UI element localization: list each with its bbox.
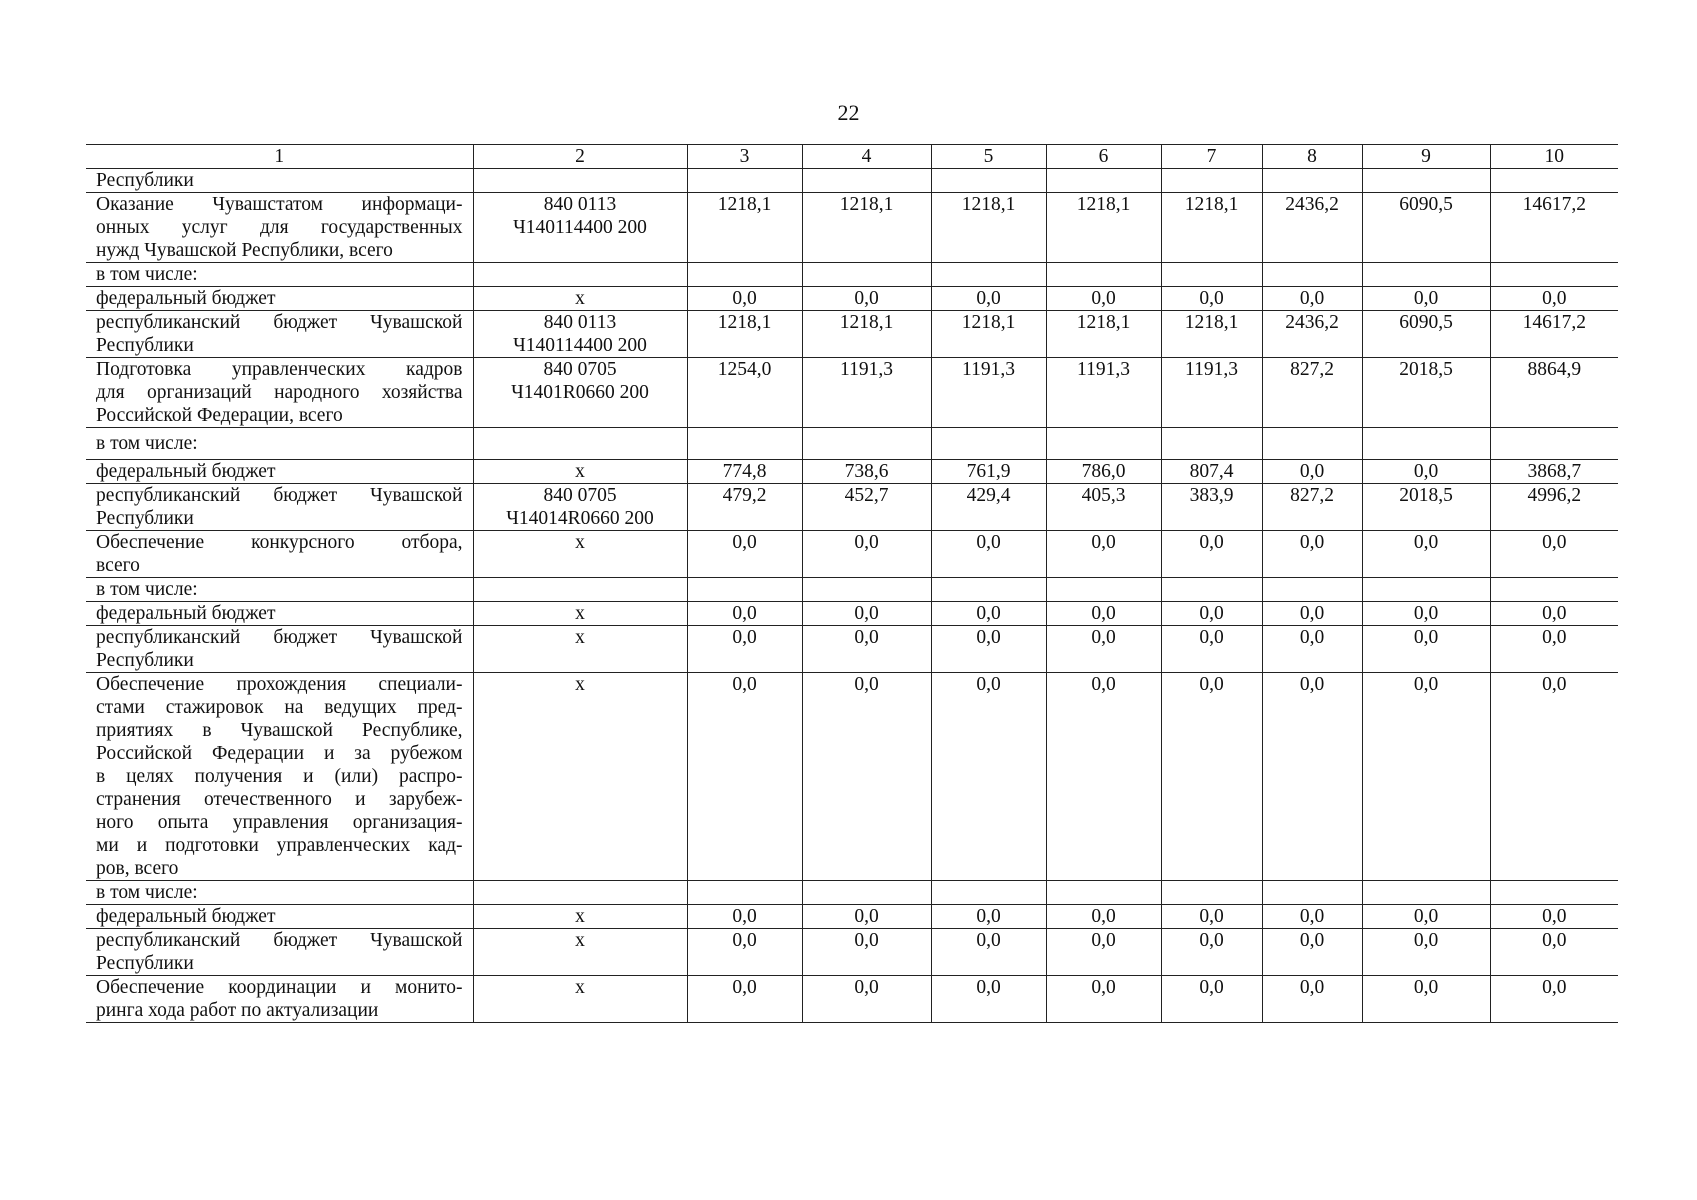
value-cell: 0,0 bbox=[1046, 626, 1161, 673]
budget-code-cell bbox=[473, 311, 687, 358]
value-cell: 2018,5 bbox=[1362, 484, 1490, 531]
value-cell bbox=[1362, 881, 1490, 905]
value-cell: 14617,2 bbox=[1490, 193, 1618, 263]
value-cell: 0,0 bbox=[802, 929, 931, 976]
value-cell bbox=[931, 428, 1046, 460]
row-name-line: ров, всего bbox=[96, 858, 179, 879]
table-row bbox=[86, 484, 1618, 531]
table-row bbox=[86, 881, 1618, 905]
value-cell: 0,0 bbox=[1161, 287, 1262, 311]
value-cell: 0,0 bbox=[1490, 287, 1618, 311]
value-cell: 738,6 bbox=[802, 460, 931, 484]
value-cell: 1218,1 bbox=[931, 311, 1046, 358]
value-cell: 0,0 bbox=[802, 976, 931, 1023]
row-name-line: в том числе: bbox=[96, 882, 198, 903]
value-cell: 0,0 bbox=[1046, 976, 1161, 1023]
row-name-line: для организаций народного хозяйства bbox=[96, 382, 463, 403]
budget-table bbox=[86, 144, 1618, 1023]
row-name-line: Республики bbox=[96, 650, 194, 671]
value-cell: 0,0 bbox=[1161, 531, 1262, 578]
table-row bbox=[86, 976, 1618, 1023]
budget-code-cell bbox=[473, 976, 687, 1023]
value-cell: 0,0 bbox=[931, 287, 1046, 311]
row-name-line: ного опыта управления организация- bbox=[96, 812, 463, 833]
value-cell bbox=[1490, 263, 1618, 287]
value-cell: 0,0 bbox=[1161, 626, 1262, 673]
budget-code-line: Ч140114400 200 bbox=[513, 335, 647, 356]
value-cell: 0,0 bbox=[1262, 602, 1362, 626]
row-name-line: Российской Федерации и за рубежом bbox=[96, 743, 463, 764]
value-cell: 0,0 bbox=[687, 929, 802, 976]
value-cell: 1218,1 bbox=[1046, 311, 1161, 358]
row-name-cell bbox=[86, 193, 473, 263]
value-cell bbox=[1161, 578, 1262, 602]
value-cell: 0,0 bbox=[1262, 287, 1362, 311]
value-cell: 1254,0 bbox=[687, 358, 802, 428]
budget-code-cell bbox=[473, 428, 687, 460]
value-cell: 6090,5 bbox=[1362, 311, 1490, 358]
budget-code-cell bbox=[473, 905, 687, 929]
value-cell: 0,0 bbox=[1262, 976, 1362, 1023]
value-cell: 807,4 bbox=[1161, 460, 1262, 484]
value-cell bbox=[687, 428, 802, 460]
budget-code-line: 840 0113 bbox=[543, 312, 617, 333]
value-cell: 0,0 bbox=[1262, 929, 1362, 976]
value-cell: 0,0 bbox=[931, 976, 1046, 1023]
row-name-line: Республики bbox=[96, 508, 194, 529]
row-name-line: Обеспечение конкурсного отбора, bbox=[96, 532, 463, 553]
value-cell bbox=[931, 578, 1046, 602]
column-header: 6 bbox=[1046, 145, 1161, 169]
budget-code-cell bbox=[473, 287, 687, 311]
row-name-cell bbox=[86, 881, 473, 905]
value-cell: 1218,1 bbox=[1161, 311, 1262, 358]
value-cell: 0,0 bbox=[1362, 460, 1490, 484]
value-cell: 0,0 bbox=[687, 531, 802, 578]
value-cell: 0,0 bbox=[687, 602, 802, 626]
value-cell: 1218,1 bbox=[687, 193, 802, 263]
value-cell: 786,0 bbox=[1046, 460, 1161, 484]
row-name-line: Республики bbox=[96, 953, 194, 974]
table-row bbox=[86, 905, 1618, 929]
value-cell bbox=[1262, 578, 1362, 602]
budget-code-line: 840 0705 bbox=[543, 359, 617, 380]
row-name-line: Республики bbox=[96, 170, 194, 191]
row-name-line: ринга хода работ по актуализации bbox=[96, 1000, 379, 1021]
row-name-line: в том числе: bbox=[96, 433, 198, 454]
budget-code-cell bbox=[473, 673, 687, 881]
budget-code-line: x bbox=[575, 603, 585, 624]
value-cell bbox=[1262, 169, 1362, 193]
row-name-line: республиканский бюджет Чувашской bbox=[96, 485, 463, 506]
column-header: 10 bbox=[1490, 145, 1618, 169]
value-cell: 0,0 bbox=[1046, 287, 1161, 311]
budget-code-cell bbox=[473, 626, 687, 673]
table-row bbox=[86, 929, 1618, 976]
value-cell bbox=[1161, 428, 1262, 460]
row-name-cell bbox=[86, 169, 473, 193]
budget-code-line: x bbox=[575, 461, 585, 482]
value-cell: 827,2 bbox=[1262, 358, 1362, 428]
table-row bbox=[86, 287, 1618, 311]
row-name-line: странения отечественного и зарубеж- bbox=[96, 789, 463, 810]
budget-code-line: x bbox=[575, 977, 585, 998]
column-header: 2 bbox=[473, 145, 687, 169]
row-name-line: Республики bbox=[96, 335, 194, 356]
column-header-row bbox=[86, 145, 1618, 169]
value-cell: 0,0 bbox=[687, 976, 802, 1023]
value-cell: 0,0 bbox=[931, 929, 1046, 976]
value-cell: 774,8 bbox=[687, 460, 802, 484]
budget-code-cell bbox=[473, 578, 687, 602]
value-cell bbox=[1490, 169, 1618, 193]
value-cell: 1191,3 bbox=[1046, 358, 1161, 428]
value-cell: 0,0 bbox=[1490, 929, 1618, 976]
table-row bbox=[86, 169, 1618, 193]
table-row bbox=[86, 460, 1618, 484]
row-name-line: федеральный бюджет bbox=[96, 906, 276, 927]
value-cell: 0,0 bbox=[931, 905, 1046, 929]
value-cell bbox=[1046, 263, 1161, 287]
value-cell: 0,0 bbox=[1046, 531, 1161, 578]
column-header: 9 bbox=[1362, 145, 1490, 169]
value-cell: 0,0 bbox=[687, 673, 802, 881]
row-name-line: ми и подготовки управленческих кад- bbox=[96, 835, 463, 856]
value-cell: 0,0 bbox=[1046, 602, 1161, 626]
value-cell: 0,0 bbox=[1362, 531, 1490, 578]
budget-code-line: Ч14014R0660 200 bbox=[506, 508, 654, 529]
value-cell: 1218,1 bbox=[802, 311, 931, 358]
value-cell: 0,0 bbox=[1262, 626, 1362, 673]
value-cell: 479,2 bbox=[687, 484, 802, 531]
row-name-line: нужд Чувашской Республики, всего bbox=[96, 240, 393, 261]
row-name-line: онных услуг для государственных bbox=[96, 217, 463, 238]
value-cell: 0,0 bbox=[802, 287, 931, 311]
value-cell bbox=[802, 428, 931, 460]
row-name-cell bbox=[86, 626, 473, 673]
value-cell: 1218,1 bbox=[687, 311, 802, 358]
row-name-line: республиканский бюджет Чувашской bbox=[96, 627, 463, 648]
value-cell bbox=[1362, 263, 1490, 287]
value-cell: 0,0 bbox=[687, 626, 802, 673]
value-cell: 14617,2 bbox=[1490, 311, 1618, 358]
row-name-cell bbox=[86, 311, 473, 358]
value-cell bbox=[1262, 263, 1362, 287]
row-name-line: приятиях в Чувашской Республике, bbox=[96, 720, 463, 741]
value-cell: 1218,1 bbox=[1046, 193, 1161, 263]
value-cell bbox=[1161, 169, 1262, 193]
row-name-cell bbox=[86, 263, 473, 287]
column-header: 7 bbox=[1161, 145, 1262, 169]
column-header: 3 bbox=[687, 145, 802, 169]
value-cell: 0,0 bbox=[1262, 905, 1362, 929]
value-cell bbox=[802, 169, 931, 193]
value-cell bbox=[802, 881, 931, 905]
value-cell: 2018,5 bbox=[1362, 358, 1490, 428]
row-name-line: республиканский бюджет Чувашской bbox=[96, 312, 463, 333]
value-cell bbox=[802, 263, 931, 287]
row-name-line: федеральный бюджет bbox=[96, 288, 276, 309]
value-cell: 0,0 bbox=[1362, 626, 1490, 673]
column-header: 5 bbox=[931, 145, 1046, 169]
value-cell: 1191,3 bbox=[1161, 358, 1262, 428]
row-name-line: в том числе: bbox=[96, 264, 198, 285]
page-number: 22 bbox=[837, 100, 860, 125]
value-cell: 2436,2 bbox=[1262, 193, 1362, 263]
value-cell: 0,0 bbox=[687, 287, 802, 311]
value-cell bbox=[1490, 428, 1618, 460]
row-name-cell bbox=[86, 287, 473, 311]
row-name-cell bbox=[86, 428, 473, 460]
value-cell: 0,0 bbox=[1161, 602, 1262, 626]
budget-code-cell bbox=[473, 929, 687, 976]
value-cell: 0,0 bbox=[1490, 626, 1618, 673]
table-row bbox=[86, 602, 1618, 626]
table-row bbox=[86, 428, 1618, 460]
row-name-line: Подготовка управленческих кадров bbox=[96, 359, 463, 380]
value-cell: 0,0 bbox=[1362, 287, 1490, 311]
value-cell: 0,0 bbox=[1161, 905, 1262, 929]
value-cell bbox=[1046, 578, 1161, 602]
table-row bbox=[86, 311, 1618, 358]
budget-code-cell bbox=[473, 169, 687, 193]
value-cell: 1218,1 bbox=[931, 193, 1046, 263]
budget-code-cell bbox=[473, 531, 687, 578]
value-cell: 0,0 bbox=[802, 905, 931, 929]
value-cell: 0,0 bbox=[1490, 673, 1618, 881]
value-cell bbox=[931, 169, 1046, 193]
budget-code-cell bbox=[473, 358, 687, 428]
value-cell bbox=[1362, 428, 1490, 460]
row-name-cell bbox=[86, 484, 473, 531]
budget-code-line: x bbox=[575, 627, 585, 648]
value-cell bbox=[1262, 881, 1362, 905]
value-cell: 405,3 bbox=[1046, 484, 1161, 531]
value-cell: 0,0 bbox=[802, 626, 931, 673]
value-cell bbox=[1362, 169, 1490, 193]
row-name-cell bbox=[86, 358, 473, 428]
value-cell bbox=[687, 169, 802, 193]
row-name-cell bbox=[86, 602, 473, 626]
value-cell: 0,0 bbox=[1262, 460, 1362, 484]
value-cell: 1191,3 bbox=[931, 358, 1046, 428]
budget-code-line: x bbox=[575, 532, 585, 553]
value-cell: 6090,5 bbox=[1362, 193, 1490, 263]
value-cell: 0,0 bbox=[1490, 905, 1618, 929]
value-cell: 0,0 bbox=[1490, 531, 1618, 578]
value-cell: 2436,2 bbox=[1262, 311, 1362, 358]
value-cell: 4996,2 bbox=[1490, 484, 1618, 531]
value-cell: 0,0 bbox=[931, 602, 1046, 626]
row-name-line: федеральный бюджет bbox=[96, 461, 276, 482]
value-cell bbox=[1490, 578, 1618, 602]
value-cell: 383,9 bbox=[1161, 484, 1262, 531]
budget-code-line: x bbox=[575, 906, 585, 927]
row-name-line: федеральный бюджет bbox=[96, 603, 276, 624]
value-cell: 452,7 bbox=[802, 484, 931, 531]
table-row bbox=[86, 193, 1618, 263]
row-name-line: республиканский бюджет Чувашской bbox=[96, 930, 463, 951]
value-cell: 0,0 bbox=[931, 673, 1046, 881]
value-cell: 3868,7 bbox=[1490, 460, 1618, 484]
value-cell bbox=[1161, 263, 1262, 287]
value-cell: 761,9 bbox=[931, 460, 1046, 484]
value-cell: 0,0 bbox=[1490, 976, 1618, 1023]
value-cell: 827,2 bbox=[1262, 484, 1362, 531]
value-cell: 0,0 bbox=[1161, 673, 1262, 881]
table-row bbox=[86, 673, 1618, 881]
table-row bbox=[86, 531, 1618, 578]
value-cell bbox=[1490, 881, 1618, 905]
value-cell: 0,0 bbox=[1362, 929, 1490, 976]
budget-code-cell bbox=[473, 602, 687, 626]
value-cell: 0,0 bbox=[802, 531, 931, 578]
value-cell: 0,0 bbox=[1362, 673, 1490, 881]
row-name-cell bbox=[86, 905, 473, 929]
row-name-cell bbox=[86, 460, 473, 484]
value-cell: 0,0 bbox=[1362, 905, 1490, 929]
value-cell bbox=[687, 881, 802, 905]
value-cell: 0,0 bbox=[802, 602, 931, 626]
table-body bbox=[86, 145, 1618, 1023]
row-name-line: Обеспечение прохождения специали- bbox=[96, 674, 463, 695]
row-name-line: в целях получения и (или) распро- bbox=[96, 766, 463, 787]
table-row bbox=[86, 626, 1618, 673]
row-name-cell bbox=[86, 673, 473, 881]
budget-code-line: x bbox=[575, 674, 585, 695]
value-cell: 1191,3 bbox=[802, 358, 931, 428]
budget-code-line: Ч140114400 200 bbox=[513, 217, 647, 238]
value-cell bbox=[687, 263, 802, 287]
budget-code-line: 840 0705 bbox=[543, 485, 617, 506]
budget-code-cell bbox=[473, 484, 687, 531]
row-name-cell bbox=[86, 976, 473, 1023]
value-cell: 0,0 bbox=[931, 626, 1046, 673]
value-cell bbox=[1362, 578, 1490, 602]
budget-code-cell bbox=[473, 460, 687, 484]
value-cell: 0,0 bbox=[1046, 905, 1161, 929]
table-row bbox=[86, 578, 1618, 602]
row-name-line: всего bbox=[96, 555, 140, 576]
value-cell: 0,0 bbox=[1046, 673, 1161, 881]
value-cell: 8864,9 bbox=[1490, 358, 1618, 428]
value-cell bbox=[687, 578, 802, 602]
value-cell bbox=[1046, 428, 1161, 460]
row-name-line: Российской Федерации, всего bbox=[96, 405, 343, 426]
budget-code-line: x bbox=[575, 930, 585, 951]
value-cell: 0,0 bbox=[1161, 929, 1262, 976]
column-header: 1 bbox=[86, 145, 473, 169]
value-cell bbox=[931, 881, 1046, 905]
column-header: 8 bbox=[1262, 145, 1362, 169]
value-cell bbox=[802, 578, 931, 602]
budget-code-cell bbox=[473, 263, 687, 287]
table-row bbox=[86, 358, 1618, 428]
value-cell: 429,4 bbox=[931, 484, 1046, 531]
value-cell bbox=[1046, 881, 1161, 905]
row-name-cell bbox=[86, 578, 473, 602]
column-header: 4 bbox=[802, 145, 931, 169]
row-name-line: стами стажировок на ведущих пред- bbox=[96, 697, 463, 718]
budget-code-cell bbox=[473, 193, 687, 263]
value-cell: 0,0 bbox=[1046, 929, 1161, 976]
budget-code-line: 840 0113 bbox=[543, 194, 617, 215]
value-cell: 0,0 bbox=[687, 905, 802, 929]
value-cell: 0,0 bbox=[1262, 531, 1362, 578]
value-cell: 0,0 bbox=[1490, 602, 1618, 626]
row-name-line: в том числе: bbox=[96, 579, 198, 600]
value-cell bbox=[931, 263, 1046, 287]
value-cell bbox=[1262, 428, 1362, 460]
value-cell: 0,0 bbox=[1362, 976, 1490, 1023]
value-cell: 0,0 bbox=[802, 673, 931, 881]
value-cell: 0,0 bbox=[1262, 673, 1362, 881]
value-cell: 0,0 bbox=[1362, 602, 1490, 626]
table-row bbox=[86, 263, 1618, 287]
budget-code-line: Ч1401R0660 200 bbox=[511, 382, 649, 403]
value-cell: 0,0 bbox=[1161, 976, 1262, 1023]
budget-code-line: x bbox=[575, 288, 585, 309]
value-cell bbox=[1046, 169, 1161, 193]
row-name-line: Обеспечение координации и монито- bbox=[96, 977, 463, 998]
budget-code-cell bbox=[473, 881, 687, 905]
value-cell bbox=[1161, 881, 1262, 905]
row-name-line: Оказание Чувашстатом информаци- bbox=[96, 194, 463, 215]
value-cell: 1218,1 bbox=[1161, 193, 1262, 263]
value-cell: 0,0 bbox=[931, 531, 1046, 578]
row-name-cell bbox=[86, 531, 473, 578]
value-cell: 1218,1 bbox=[802, 193, 931, 263]
row-name-cell bbox=[86, 929, 473, 976]
